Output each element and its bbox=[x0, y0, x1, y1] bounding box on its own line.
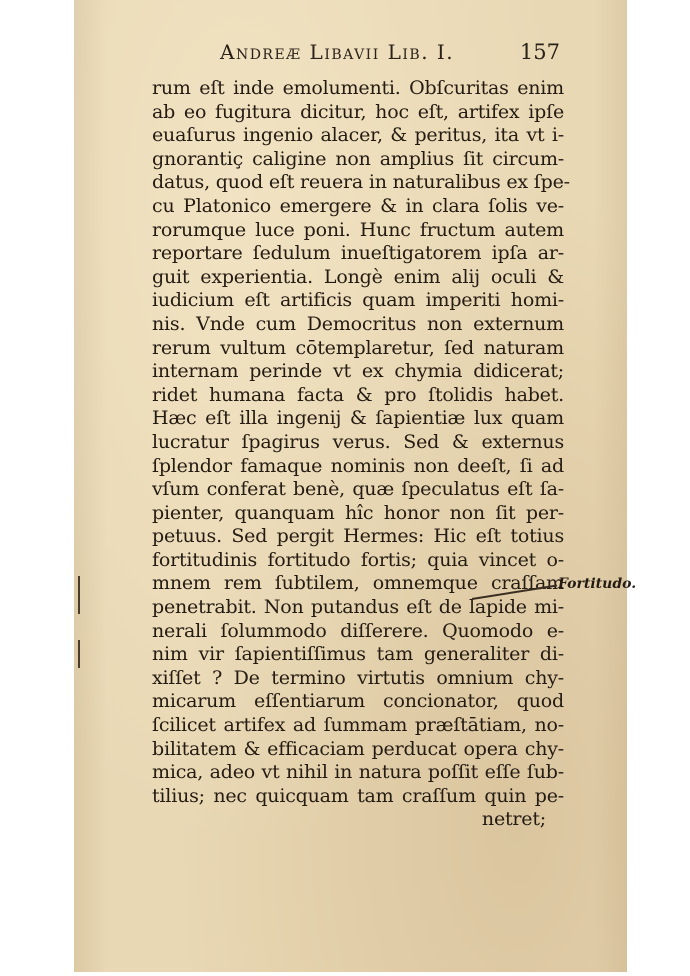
text-line: mica, adeo vt nihil in natura poſſit eſſe ſub- bbox=[152, 761, 564, 784]
text-line: ridet humana facta & pro ſtolidis habet. bbox=[152, 383, 564, 406]
body-text bbox=[152, 77, 570, 832]
page-number: 157 bbox=[519, 40, 560, 64]
text-line: xiſſet ? De termino virtutis omnium chy- bbox=[152, 666, 564, 689]
text-line: Hæc eſt illa ingenij & ſapientiæ lux quam bbox=[152, 407, 564, 430]
text-line: iudicium eſt artificis quam imperiti homi- bbox=[152, 289, 564, 312]
left-margin-ink-mark bbox=[78, 576, 80, 614]
text-line: rerum vultum cōtemplaretur, ſed naturam bbox=[152, 336, 564, 359]
text-line: petuus. Sed pergit Hermes: Hic eſt totius bbox=[152, 525, 564, 548]
text-line: cu Platonico emergere & in clara ſolis ve- bbox=[152, 194, 564, 217]
text-line: datus, quod eſt reuera in naturalibus ex ſpe- bbox=[152, 171, 570, 194]
text-line: lucratur ſpagirus verus. Sed & externus bbox=[152, 430, 564, 453]
text-line: penetrabit. Non putandus eſt de lapide mi- bbox=[152, 596, 564, 619]
text-line: reportare ſedulum inueſtigatorem ipſa ar- bbox=[152, 242, 564, 265]
text-line: micarum eſſentiarum concionator, quod bbox=[152, 690, 564, 713]
margin-note: Fortitudo. bbox=[558, 576, 637, 592]
text-line: rorumque luce poni. Hunc fructum autem bbox=[152, 218, 564, 241]
text-line-final: netret; bbox=[481, 808, 546, 831]
page-header bbox=[220, 40, 560, 70]
text-line: ſcilicet artifex ad ſummam præſtātiam, no- bbox=[152, 714, 564, 737]
text-line: fortitudinis fortitudo fortis; quia vincet o- bbox=[152, 548, 564, 571]
text-line: guit experientia. Longè enim alij oculi & bbox=[152, 265, 564, 288]
text-line: tilius; nec quicquam tam craſſum quin pe- bbox=[152, 784, 564, 807]
text-line: nerali ſolummodo diſſerere. Quomodo e- bbox=[152, 619, 564, 642]
text-line: nim vir ſapientiſſimus tam generaliter di- bbox=[152, 643, 564, 666]
text-line: euaſurus ingenio alacer, & peritus, ita vt i- bbox=[152, 124, 564, 147]
text-line: pienter, quanquam hîc honor non ſit per- bbox=[152, 501, 564, 524]
left-margin-ink-mark bbox=[78, 640, 80, 668]
text-line: nis. Vnde cum Democritus non externum bbox=[152, 312, 564, 335]
text-line: internam perinde vt ex chymia didicerat; bbox=[152, 360, 564, 383]
text-line: bilitatem & efficaciam perducat opera chy- bbox=[152, 737, 564, 760]
text-line: ab eo fugitura dicitur, hoc eſt, artifex ipſe bbox=[152, 100, 564, 123]
text-line: ſplendor famaque nominis non deeſt, ſi ad bbox=[152, 454, 564, 477]
running-title: Andreæ Libavii Lib. I. bbox=[220, 40, 455, 64]
book-page bbox=[74, 0, 637, 972]
text-line: gnorantiç caligine non amplius ſit circum- bbox=[152, 147, 564, 170]
text-line: rum eſt inde emolumenti. Obſcuritas enim bbox=[152, 77, 564, 99]
text-line: mnem rem ſubtilem, omnemque craſſam bbox=[152, 572, 564, 595]
text-line: vſum conferat benè, quæ ſpeculatus eſt ſa- bbox=[152, 478, 564, 501]
